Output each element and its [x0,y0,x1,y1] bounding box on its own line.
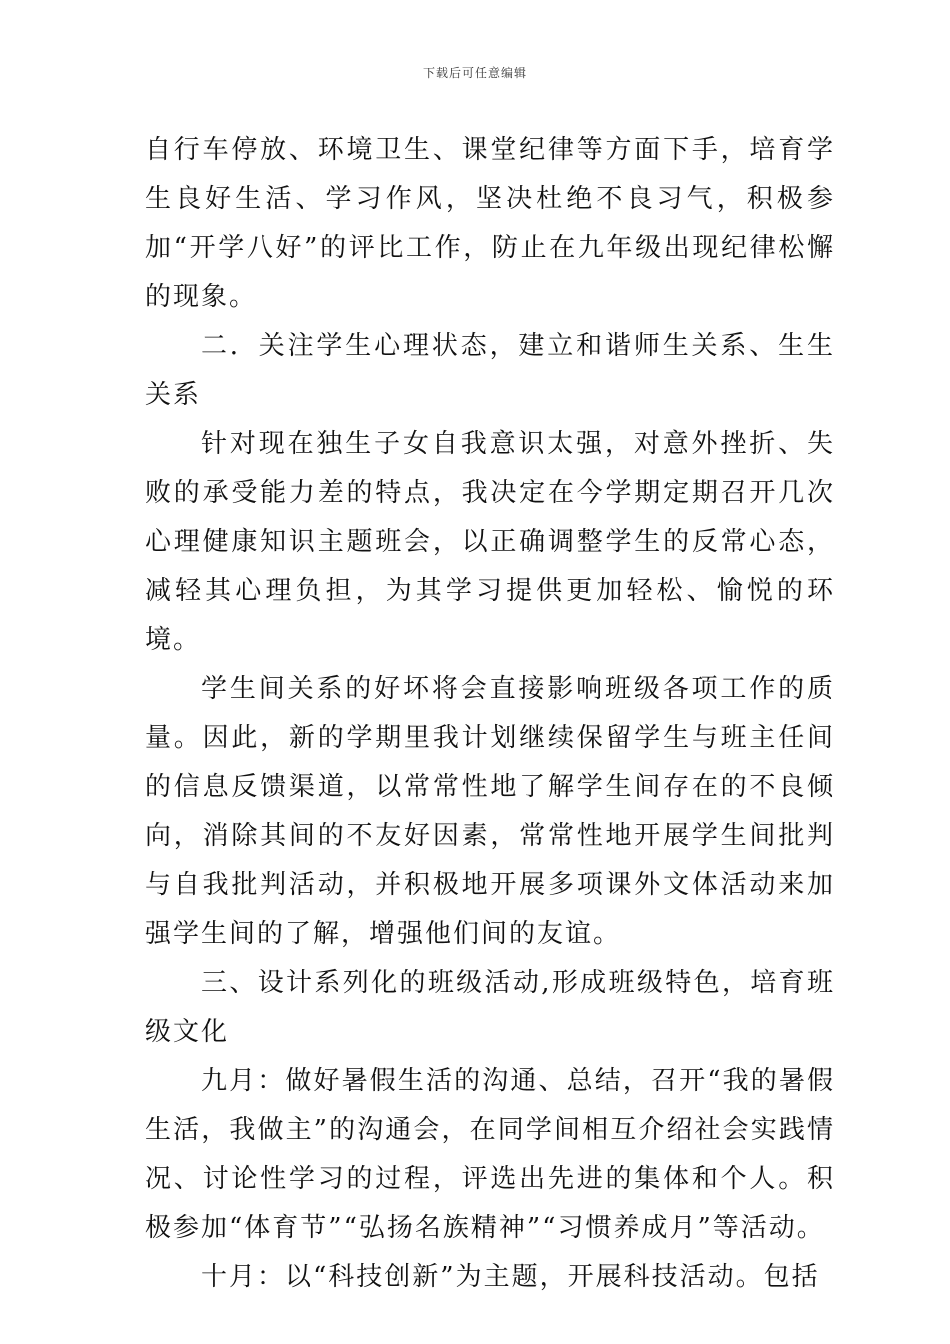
section-heading-2: 二．关注学生心理状态，建立和谐师生关系、生生关系 [145,331,835,410]
document-body [145,126,835,1302]
paragraph-october: 十月：以“科技创新”为主题，开展科技活动。包括 [201,1262,820,1292]
paragraph-september: 九月：做好暑假生活的沟通、总结，召开“我的暑假生活，我做主”的沟通会，在同学间相互介绍社会实践情况、讨论性学习的过程，评选出先进的集体和个人。积极参加“体育节”“弘扬名族精神”“习惯养成月”等活动。 [145,1066,835,1243]
paragraph: 针对现在独生子女自我意识太强，对意外挫折、失败的承受能力差的特点，我决定在今学期定期召开几次心理健康知识主题班会，以正确调整学生的反常心态，减轻其心理负担，为其学习提供更加轻松、愉悦的环境。 [145,429,835,655]
header-note: 下载后可任意编辑 [422,66,527,80]
paragraph-continuation: 自行车停放、环境卫生、课堂纪律等方面下手，培育学生良好生活、学习作风，坚决杜绝不良习气，积极参加“开学八好”的评比工作，防止在九年级出现纪律松懈的现象。 [145,135,835,312]
paragraph: 学生间关系的好坏将会直接影响班级各项工作的质量。因此，新的学期里我计划继续保留学生与班主任间的信息反馈渠道，以常常性地了解学生间存在的不良倾向，消除其间的不友好因素，常常性地开展学生间批判与自我批判活动，并积极地开展多项课外文体活动来加强学生间的了解，增强他们间的友谊。 [145,674,835,949]
section-heading-3: 三、设计系列化的班级活动,形成班级特色，培育班级文化 [145,968,835,1047]
